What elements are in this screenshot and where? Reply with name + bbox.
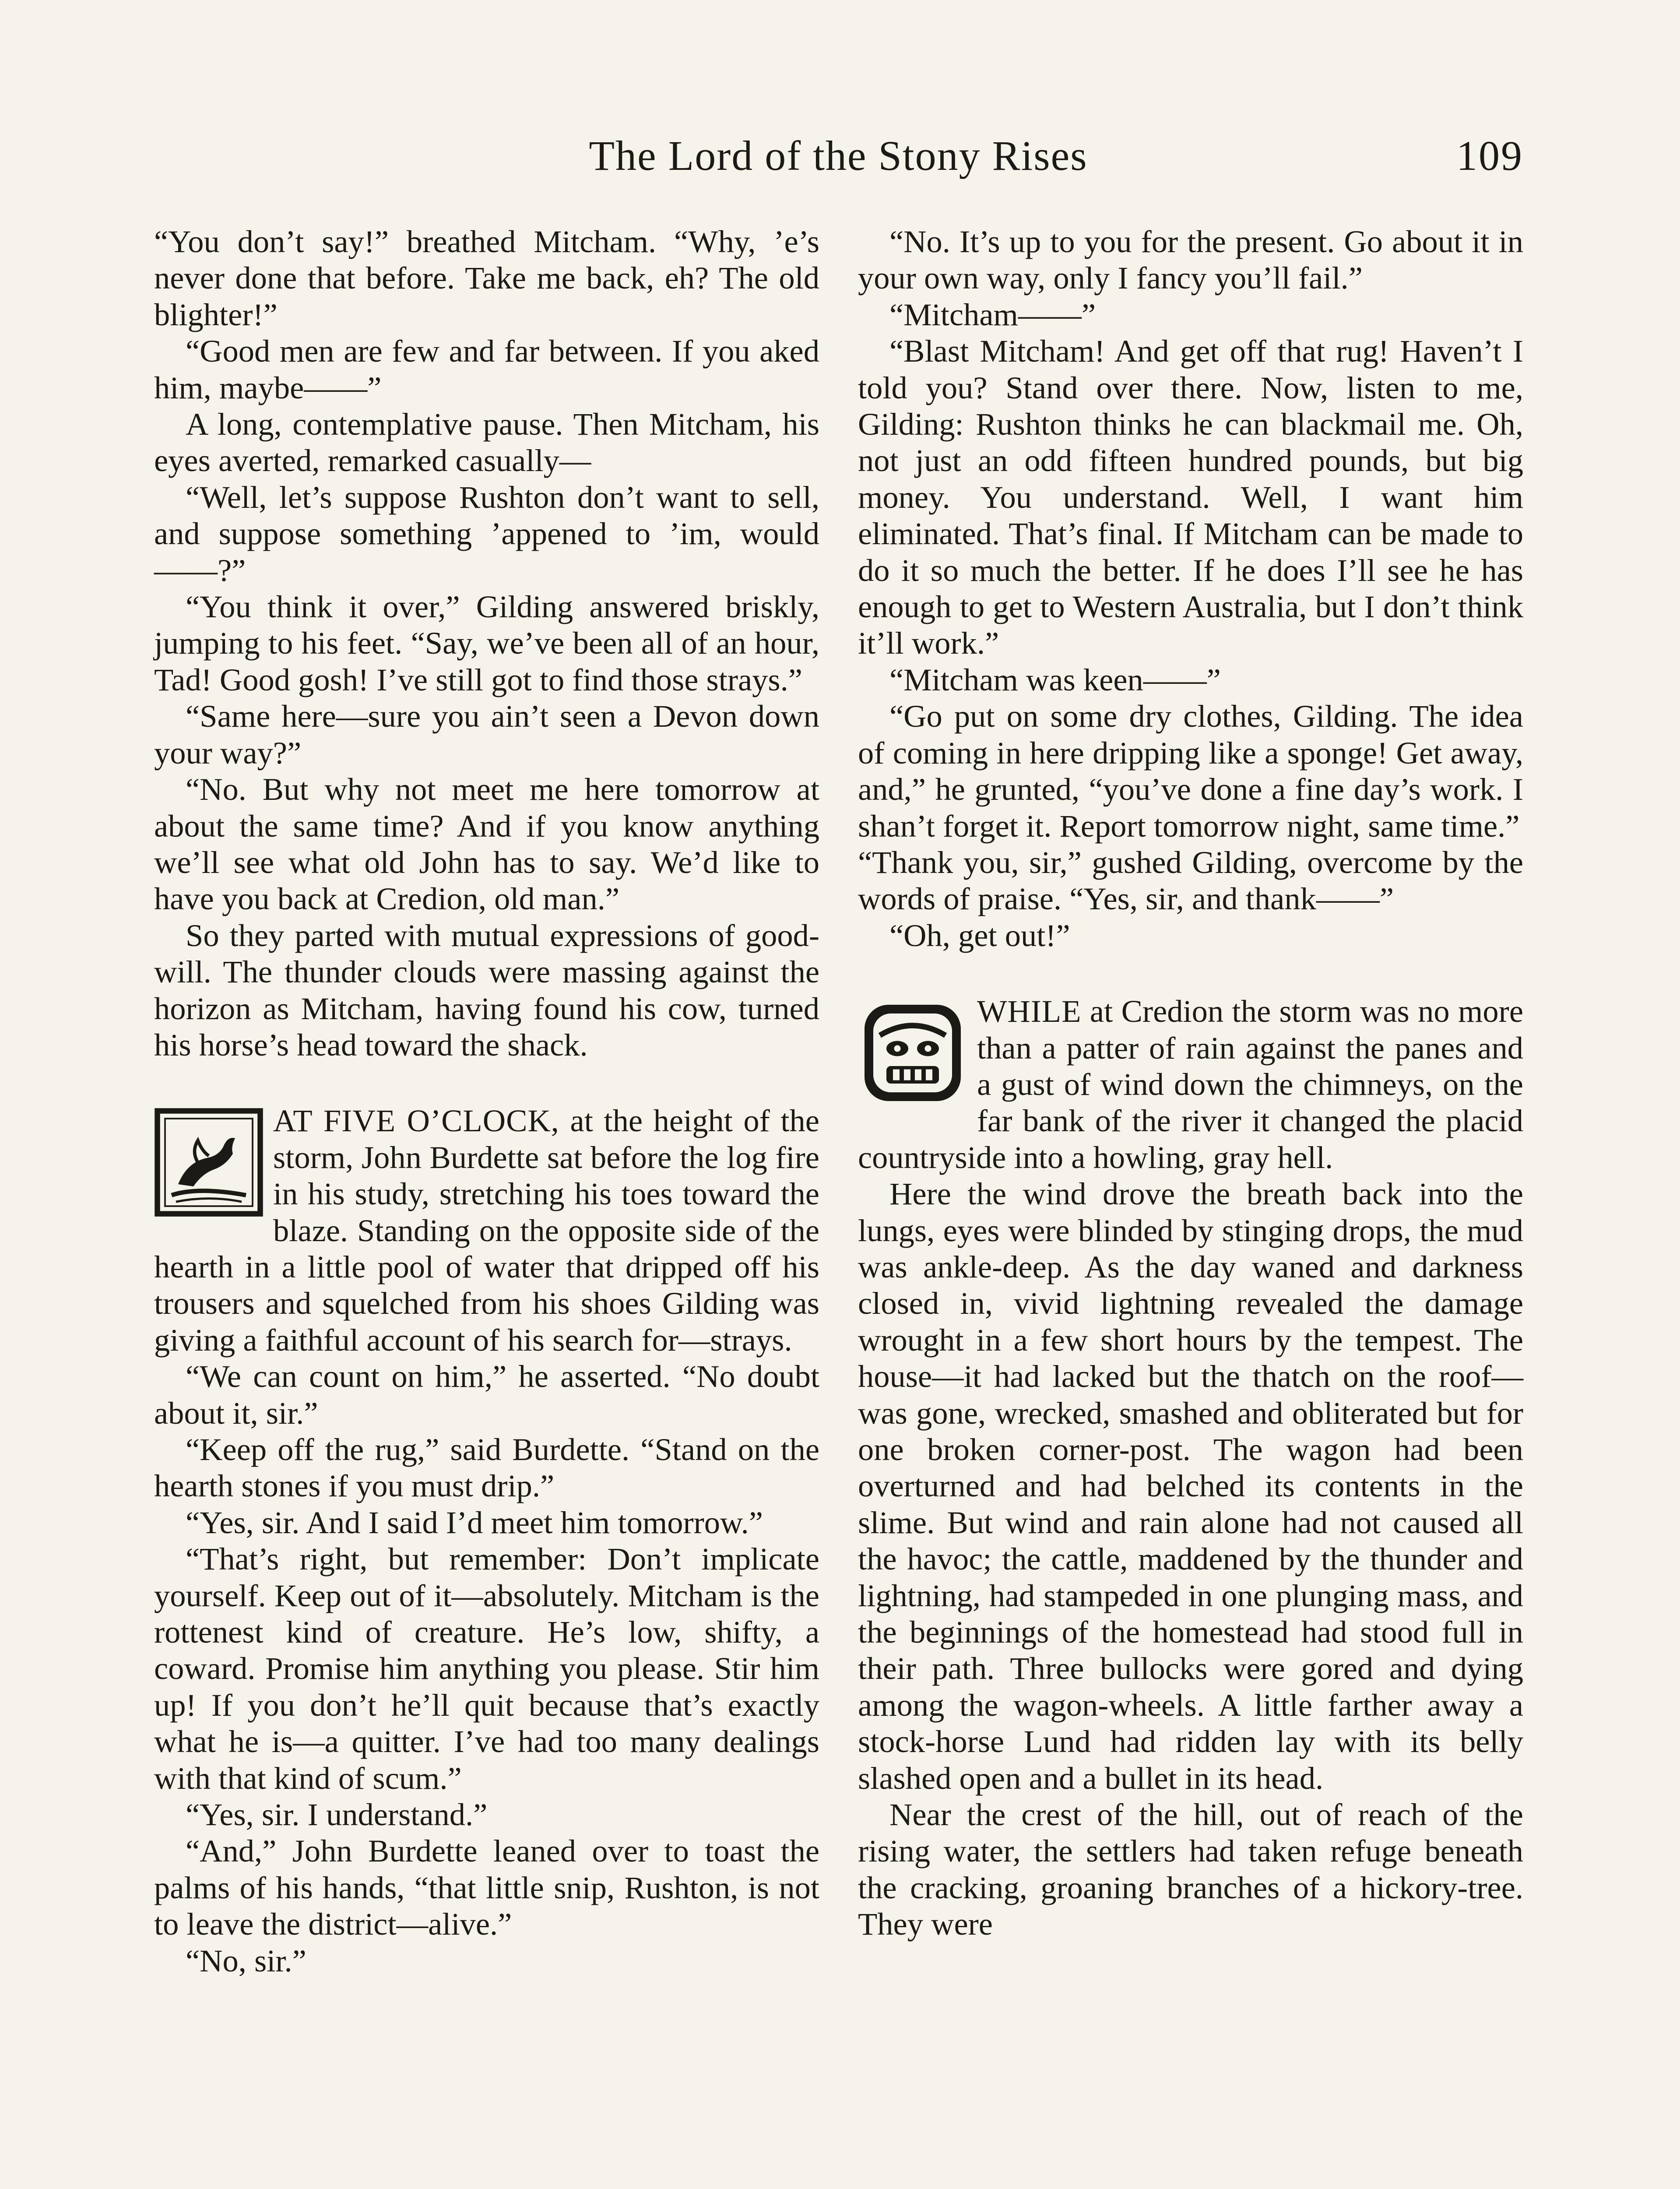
paragraph: “Thank you, sir,” gushed Gilding, overcome by the words of praise. “Yes, sir, and thank——” xyxy=(858,844,1523,917)
paragraph: “We can count on him,” he asserted. “No doubt about it, sir.” xyxy=(154,1358,819,1431)
section-break xyxy=(154,1063,819,1102)
section-lead: AT FIVE O’CLOCK, xyxy=(273,1103,559,1139)
paragraph: “Yes, sir. I understand.” xyxy=(186,1797,488,1833)
paragraph: So they parted with mutual expressions of good-will. The thunder clouds were massing against the horizon as Mitcham, having found his cow, turned his horse’s head toward the shack. xyxy=(154,917,819,1063)
paragraph: “Mitcham was keen——” xyxy=(889,662,1221,697)
left-column xyxy=(154,223,819,1979)
paragraph: “Well, let’s suppose Rushton don’t want to sell, and suppose something ’appened to ’im, would——?” xyxy=(154,479,819,588)
paragraph: “No. But why not meet me here tomorrow at about the same time? And if you know anything we’ll see what old John has to say. We’d like to have you back at Credion, old man.” xyxy=(154,771,819,917)
section-break xyxy=(858,954,1523,993)
paragraph: “Yes, sir. And I said I’d meet him tomorrow.” xyxy=(186,1504,763,1540)
paragraph: “That’s right, but remember: Don’t implicate yourself. Keep out of it—absolutely. Mitcham is the rottenest kind of creature. He’s low, shifty, a coward. Promise him anything you please. Stir him up! If you don’t he’ll quit because that’s exactly what he is—a quitter. I’ve had too many dealings with that kind of scum.” xyxy=(154,1541,819,1796)
paragraph: “Keep off the rug,” said Burdette. “Stand on the hearth stones if you must drip.” xyxy=(154,1432,819,1504)
paragraph: “You don’t say!” breathed Mitcham. “Why, ’e’s never done that before. Take me back, eh? The old blighter!” xyxy=(154,224,819,332)
paragraph: Near the crest of the hill, out of reach of the rising water, the settlers had taken refuge beneath the cracking, groaning branches of a hickory-tree. They were xyxy=(858,1797,1523,1942)
paragraph: “No, sir.” xyxy=(186,1943,306,1978)
paragraph: “Mitcham——” xyxy=(889,296,1096,332)
paragraph: “No. It’s up to you for the present. Go about it in your own way, only I fancy you’ll fail.” xyxy=(858,224,1523,296)
paragraph: “Oh, get out!” xyxy=(889,917,1070,953)
paragraph: “Go put on some dry clothes, Gilding. The idea of coming in here dripping like a sponge! Get away, and,” he grunted, “you’ve done a fine day’s work. I shan’t forget it. Report tomorrow night, same time.” xyxy=(858,698,1523,844)
page-number: 109 xyxy=(1456,132,1523,179)
right-column xyxy=(858,223,1523,1943)
paragraph: “Same here—sure you ain’t seen a Devon down your way?” xyxy=(154,698,819,771)
section-opening-text: at the height of the storm, John Burdette sat before the log fire in his study, stretching his toes toward the blaze. Standing on the opposite side of the hearth in a little pool of water that dripped off his trousers and squelched from his shoes Gilding was giving a faithful account of his search for—strays. xyxy=(154,1103,819,1358)
totem-mask-ornament-icon xyxy=(858,998,967,1108)
section-opening-text: at Credion the storm was no more than a patter of rain against the panes and a gust of wind down the chimneys, on the far bank of the river it changed the placid countryside into a howling, gray hell. xyxy=(858,993,1523,1175)
bird-ornament-icon xyxy=(154,1108,264,1217)
paragraph: “Blast Mitcham! And get off that rug! Haven’t I told you? Stand over there. Now, listen to me, Gilding: Rushton thinks he can blackmail me. Oh, not just an odd fifteen hundred pounds, but big money. You understand. Well, I want him eliminated. That’s final. If Mitcham can be made to do it so much the better. If he does I’ll see he has enough to get to Western Australia, but I don’t think it’ll work.” xyxy=(858,333,1523,661)
running-title: The Lord of the Stony Rises xyxy=(589,132,1088,179)
page-header xyxy=(153,131,1523,188)
paragraph: “And,” John Burdette leaned over to toast the palms of his hands, “that little snip, Rushton, is not to leave the district—alive.” xyxy=(154,1833,819,1942)
paragraph: “You think it over,” Gilding answered briskly, jumping to his feet. “Say, we’ve been all of an hour, Tad! Good gosh! I’ve still got to find those strays.” xyxy=(154,589,819,697)
paragraph: Here the wind drove the breath back into the lungs, eyes were blinded by stinging drops, the mud was ankle-deep. As the day waned and darkness closed in, vivid lightning revealed the damage wrought in a few short hours by the tempest. The house—it had lacked but the thatch on the roof—was gone, wrecked, smashed and obliterated but for one broken corner-post. The wagon had been overturned and had belched its contents in the slime. But wind and rain alone had not caused all the havoc; the cattle, maddened by the thunder and lightning, had stampeded in one plunging mass, and the beginnings of the homestead had stood full in their path. Three bullocks were gored and dying among the wagon-wheels. A little farther away a stock-horse Lund had ridden lay with its belly slashed open and a bullet in its head. xyxy=(858,1176,1523,1796)
paragraph: “Good men are few and far between. If you aked him, maybe——” xyxy=(154,333,819,405)
paragraph: A long, contemplative pause. Then Mitcham, his eyes averted, remarked casually— xyxy=(154,406,819,479)
section-lead: WHILE xyxy=(977,993,1082,1029)
